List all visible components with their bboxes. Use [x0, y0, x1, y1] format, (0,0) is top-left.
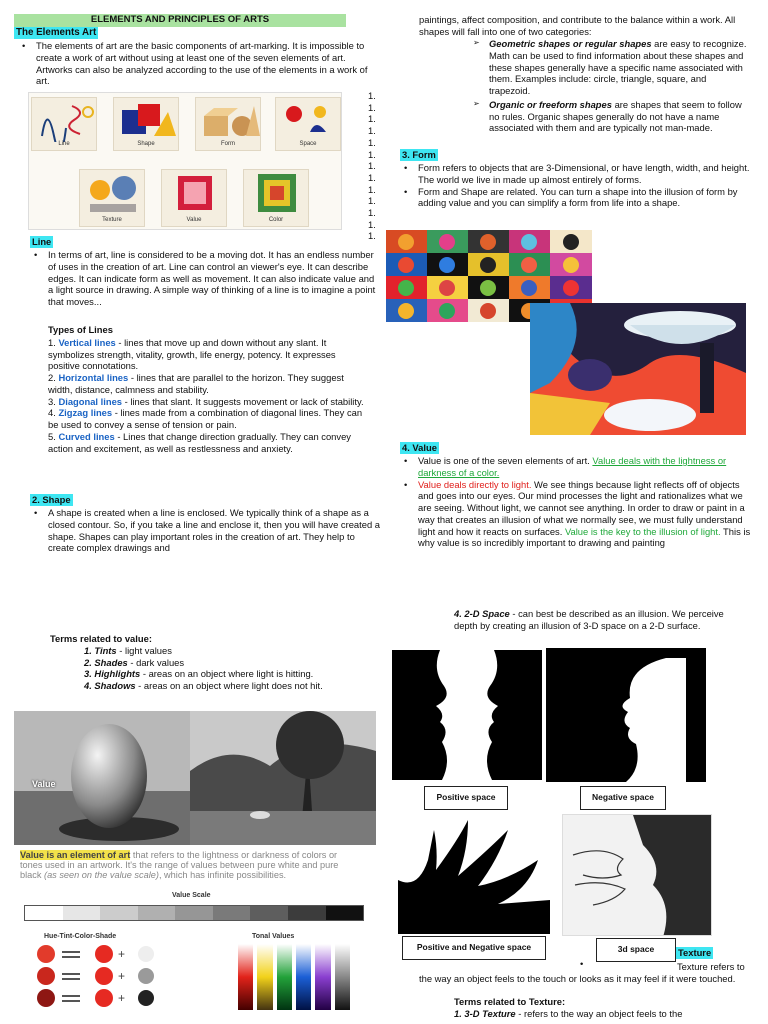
term-item: 4. Shadows - areas on an object where light does not hit.	[84, 680, 323, 691]
line-type-item: 4. Zigzag lines - lines made from a combination of diagonal lines. They can be used to convey a sense of tension or pain.	[48, 407, 363, 430]
texture-term-item: 1. 3-D Texture - refers to the way an object feels to the	[454, 1007, 683, 1019]
landscape-drawing	[190, 711, 376, 845]
faces-silhouette	[392, 650, 542, 780]
hue-tint-shapes	[28, 942, 198, 1012]
elements-intro: • The elements of art are the basic components of art-marking. It is impossible to create a work of art without using at least one of the seven elements of art. Artworks can also be analyzed according to the use of the elements in a work of art.	[18, 40, 382, 87]
texture-text: Texture refers to the way an object feels to the touch or looks as it may feel if it were touched.	[419, 961, 745, 984]
tile-space: Space	[275, 97, 341, 151]
tonal-values-chart	[238, 944, 350, 1010]
term-item: 1. Tints - light values	[84, 644, 172, 656]
space-2d-text: 4. 2-D Space - can best be described as an illusion. We perceive depth by creating an illusion of 3-D space on a 2-D surface.	[454, 608, 724, 631]
geometric-shapes-item: ➢ Geometric shapes or regular shapes are easy to recognize. Math can be used to find information about these shapes and these shapes generally have a specific name associated with them. Examples include: circle, triangle, square, and trapezoid.	[473, 38, 749, 97]
texture-bullet: •	[580, 958, 584, 969]
value-p1: • Value is one of the seven elements of art. Value deals with the lightness or darkness of a color.	[400, 455, 754, 479]
faces-vase-positive	[392, 650, 542, 780]
types-of-lines: Types of Lines 1. Vertical lines - lines that move up and down without any slant. It symbolizes strength, vitality, growth, life energy, potency. It expresses positive connotations. 2. Horizontal lines - lines that are parallel to the horizon. They suggest width, distance, calmness and stability. 3. Diagonal lines - lines that slant. It suggests movement or lack of stability. 4. Zigzag lines - lines made from a combination of diagonal lines. They can be used to convey a sense of tension or pain. 5. Curved lines - Lines that change direction gradually. They can convey action and excitement, as well as restlessness and anxiety.	[48, 324, 368, 454]
value-heading: 4. Value	[402, 442, 437, 453]
tile-form: Form	[195, 97, 261, 151]
term-item: 3. Highlights - areas on an object where light is hitting.	[84, 668, 314, 680]
tile-texture: Texture	[79, 169, 145, 227]
organic-shapes-item: ➢ Organic or freeform shapes are shapes that seem to follow no rules. Organic shapes generally do not have a name associated with them and are typically not man-made.	[473, 99, 749, 134]
form-text: • Form refers to objects that are 3-Dimensional, or have length, width, and height. The world we live in made up almost entirely of forms. • Form and Shape are related. You can turn a shape into the illusion of form by adding value and you can simplify a form from life into a shape.	[400, 162, 752, 209]
tonal-values-label: Tonal Values	[252, 933, 295, 940]
form-heading: 3. Form	[402, 149, 436, 160]
value-icon	[162, 170, 228, 216]
svg-text:+: +	[118, 947, 126, 961]
bw-landscape-photo	[190, 711, 376, 845]
shape-heading: 2. Shape	[32, 494, 71, 505]
3d-space-drawing	[562, 814, 712, 936]
value-scale-label: Value Scale	[172, 892, 211, 899]
space-icon	[276, 98, 342, 142]
shape-text: • A shape is created when a line is enclosed. We typically think of a shape as a closed contour. So, if you take a line and enclose it, then you will have created a shape. Shapes can play important roles in the creation of art. They help to create complex drawings and	[30, 507, 380, 554]
elements-of-art-image	[28, 92, 342, 230]
caption-3d-space: 3d space	[596, 938, 676, 962]
value-text	[400, 455, 754, 549]
document-title: ELEMENTS AND PRINCIPLES OF ARTS	[14, 14, 346, 27]
shape-categories	[473, 38, 749, 134]
caption-positive-space: Positive space	[424, 786, 508, 810]
tile-line: Line	[31, 97, 97, 151]
hue-tint-color-shade-label: Hue-Tint-Color-Shade	[44, 933, 117, 940]
negative-face-silhouette	[546, 648, 706, 782]
egg-drawing	[14, 711, 190, 845]
tile-color: Color	[243, 169, 309, 227]
line-text: • In terms of art, line is considered to be a moving dot. It has an endless number of uses in the creation of art. Line can control an viewer's eye. It can describe edges. It can indicate form as well as movement. It can also indicate value and a light source in drawing. A simple way of thinking of a line is to imagine a point that moves...	[30, 249, 378, 308]
egg-value-drawing	[14, 711, 190, 845]
value-scale	[24, 905, 364, 921]
value-definition: Value is an element of art that refers to the lightness or darkness of colors or tones used in an artwork. It's the range of values between pure white and pure black (as seen on the value scale), which has infinite possibilities.	[20, 850, 339, 881]
svg-text:+: +	[118, 969, 126, 983]
line-type-item: 5. Curved lines - Lines that change direction gradually. They can convey action and excitement, as well as restlessness and anxiety.	[48, 430, 351, 454]
svg-text:+: +	[118, 991, 126, 1005]
line-icon	[32, 98, 98, 142]
value-image-label: Value	[32, 779, 56, 789]
texture-heading: Texture	[678, 947, 712, 958]
faces-3d-sketch	[563, 815, 712, 936]
term-item: 2. Shades - dark values	[84, 656, 185, 668]
tile-shape: Shape	[113, 97, 179, 151]
hands-silhouette	[398, 820, 550, 934]
terms-value: Terms related to value: 1. Tints - light values 2. Shades - dark values 3. Highlights - areas on an object where light is hitting. 4. Shadows - areas on an object where light does not hit.	[50, 633, 350, 692]
line-heading: Line	[32, 236, 52, 247]
line-type-item: 1. Vertical lines - lines that move up and down without any slant. It symbolizes strength, vitality, growth, life energy, potency. It expresses positive connotations.	[48, 336, 336, 372]
form-icon	[196, 98, 262, 142]
shape-categories-intro: paintings, affect composition, and contribute to the balance within a work. All shapes will fall into one of two categories:	[419, 14, 736, 37]
color-icon	[244, 170, 310, 216]
caption-positive-negative-space: Positive and Negative space	[402, 936, 546, 960]
hue-tint-diagram	[28, 942, 198, 1012]
value-p2: • Value deals directly to light. We see things because light reflects off of objects and goes into our eyes. Our mind processes the light and rationalizes what we are seeing. Without light, we cannot see anything. In order to draw or paint in a way that creates an illusion of what we normally see, we must fully understand light and how it reacts on surfaces. Value is the key to the illusion of light. This is why value is so incredibly important to drawing and painting	[400, 479, 754, 550]
shape-icon	[114, 98, 180, 142]
numbering-column: 1. 1. 1. 1. 1. 1. 1. 1. 1. 1. 1. 1. 1.	[368, 90, 376, 242]
still-life-shapes	[530, 303, 746, 435]
face-negative	[546, 648, 706, 782]
hands-trees-image	[398, 820, 550, 934]
texture-terms: Terms related to Texture: 1. 3-D Texture - refers to the way an object feels to the	[454, 996, 754, 1020]
texture-icon	[80, 170, 146, 216]
tile-value: Value	[161, 169, 227, 227]
still-life-painting	[530, 303, 746, 435]
line-type-item: 2. Horizontal lines - lines that are parallel to the horizon. They suggest width, distance, calmness and stability.	[48, 372, 344, 395]
caption-negative-space: Negative space	[580, 786, 666, 810]
line-type-item: 3. Diagonal lines - lines that slant. It suggests movement or lack of stability.	[48, 395, 364, 407]
elements-heading: The Elements Art	[16, 27, 97, 38]
